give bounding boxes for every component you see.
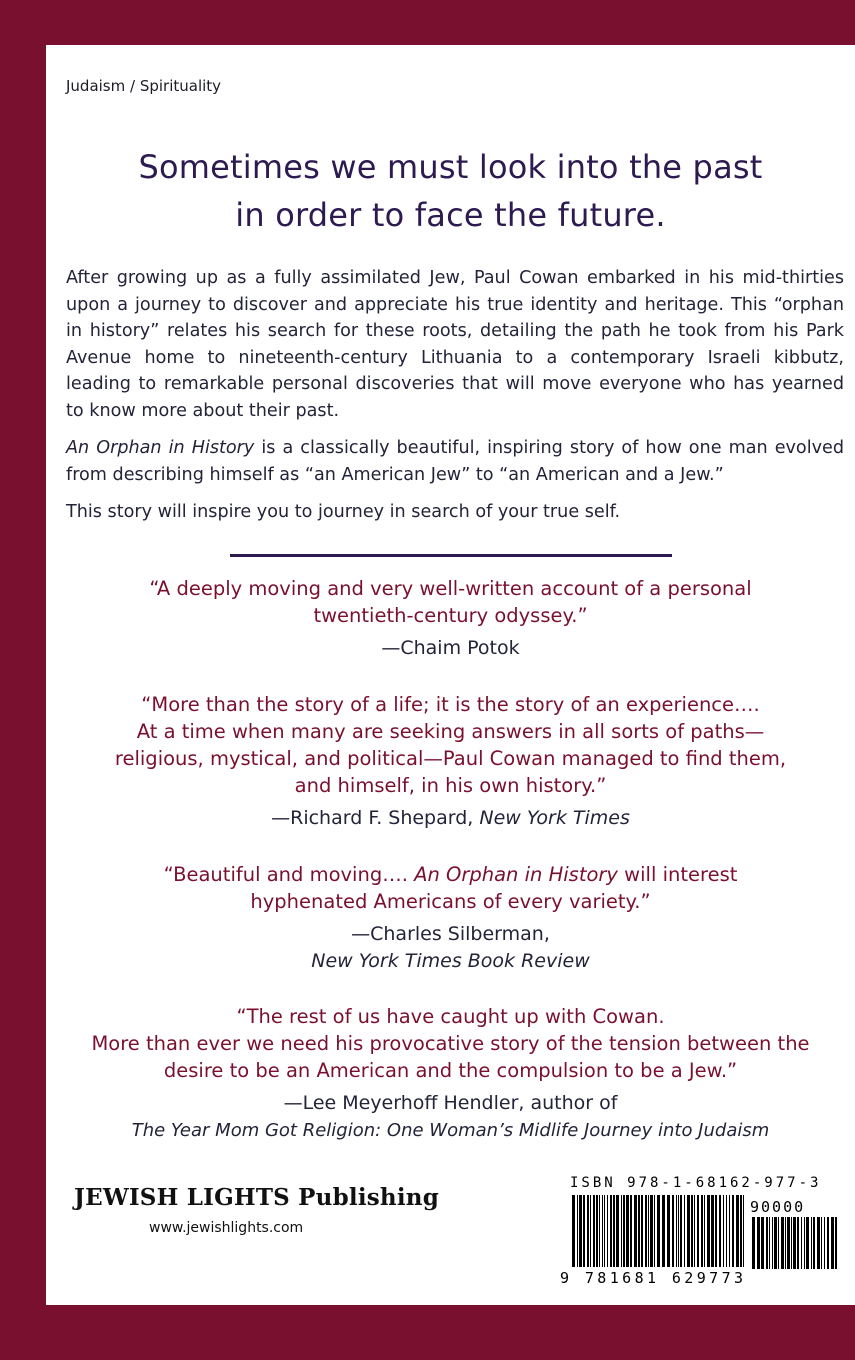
barcode-bar [676, 1195, 677, 1267]
barcode-bar [583, 1195, 585, 1267]
description-paragraph-1: After growing up as a fully assimilated Jew, Paul Cowan embarked in his mid-thirties upon a journey to discover and appreciate his true identity and heritage. This “orphan in history” relates his search for these roots, detailing the path he took from his Park Avenue home to nineteenth-century Lithuania to a contemporary Israeli kibbutz, leading to remarkable personal discoveries that will move everyone who has yearned to know more about their past. [66, 268, 844, 421]
publisher-website: www.jewishlights.com [149, 1220, 304, 1236]
barcode-bar [726, 1195, 727, 1267]
quote-attribution: —Chaim Potok [381, 637, 520, 659]
description-paragraph-2 [66, 435, 844, 488]
barcode-bar [806, 1217, 809, 1269]
quote-attribution: —Lee Meyerhoff Hendler, author of [283, 1092, 618, 1114]
quote-line-start: “Beautiful and moving…. [163, 863, 415, 886]
quote-silberman [46, 861, 855, 975]
barcode-bar [694, 1195, 695, 1267]
barcode-bar [657, 1195, 660, 1267]
barcode-bar [821, 1217, 822, 1269]
barcode-bar [604, 1195, 605, 1267]
book-description [66, 265, 844, 537]
barcode-bar [707, 1195, 710, 1267]
isbn-barcode [560, 1169, 846, 1291]
barcode-bar [634, 1195, 637, 1267]
barcode-bar [781, 1217, 784, 1269]
headline [46, 143, 855, 239]
barcode-bar [766, 1217, 768, 1269]
barcode-bar [616, 1195, 619, 1267]
isbn-label: ISBN 978-1-68162-977-3 [570, 1175, 822, 1191]
barcode-bar [811, 1217, 812, 1269]
barcode-bar [691, 1195, 693, 1267]
barcode-bar [723, 1195, 724, 1267]
barcode-bar [593, 1195, 595, 1267]
quote-line: religious, mystical, and political—Paul Cowan managed to find them, [114, 747, 787, 770]
quote-line [46, 861, 855, 888]
barcode-bar [672, 1195, 674, 1267]
barcode-bar [610, 1195, 612, 1267]
back-cover-panel [46, 45, 855, 1305]
quote-line: At a time when many are seeking answers in all sorts of paths— [136, 720, 765, 743]
barcode-bar [638, 1195, 640, 1267]
barcode-bar [757, 1217, 760, 1269]
barcode-bar [787, 1217, 790, 1269]
barcode-bar [607, 1195, 608, 1267]
attribution-name: —Richard F. Shepard, [271, 807, 480, 829]
barcode-bar [778, 1217, 779, 1269]
attribution-source: New York Times [479, 807, 630, 829]
barcode-digits: 9 781681 629773 [560, 1269, 747, 1287]
barcode-bar [590, 1195, 591, 1267]
barcode-bar [662, 1195, 665, 1267]
quote-line: twentieth-century odyssey.” [313, 604, 588, 627]
barcode-bar [704, 1195, 705, 1267]
barcode-bar [831, 1217, 834, 1269]
quote-line: desire to be an American and the compulsion to be a Jew.” [163, 1059, 738, 1082]
barcode-bar [752, 1217, 755, 1269]
barcode-bar [785, 1217, 786, 1269]
barcode-bars [560, 1195, 746, 1267]
quote-line-end: will interest [617, 863, 738, 886]
barcode-bar [678, 1195, 679, 1267]
barcode-bar [587, 1195, 589, 1267]
barcode-bar [623, 1195, 625, 1267]
barcode-bar [813, 1217, 815, 1269]
barcode-bar [835, 1217, 837, 1269]
barcode-bar [719, 1195, 721, 1267]
headline-line-1: Sometimes we must look into the past [138, 148, 763, 186]
quote-line: “A deeply moving and very well-written account of a personal [149, 577, 752, 600]
price-code: 90000 [750, 1198, 806, 1216]
barcode-bar [711, 1195, 714, 1267]
barcode-bar [602, 1195, 603, 1267]
category-label: Judaism / Spirituality [66, 77, 222, 95]
barcode-supplement-bars [750, 1217, 840, 1269]
barcode-bar [774, 1217, 777, 1269]
quote-book-title: An Orphan in History [414, 863, 618, 886]
barcode-bar [572, 1195, 575, 1267]
barcode-bar [645, 1195, 647, 1267]
barcode-bar [732, 1195, 734, 1267]
quote-attribution-source: New York Times Book Review [311, 950, 590, 972]
barcode-bar [687, 1195, 690, 1267]
description-paragraph-3: This story will inspire you to journey in search of your true self. [66, 502, 621, 522]
publisher-logo: JEWISH LIGHTS Publishing [74, 1184, 439, 1211]
barcode-bar [797, 1217, 799, 1269]
barcode-bar [654, 1195, 655, 1267]
quote-line: hyphenated Americans of every variety.” [250, 890, 651, 913]
quote-attribution: —Charles Silberman, [351, 923, 550, 945]
barcode-bar [680, 1195, 682, 1267]
barcode-bar [715, 1195, 717, 1267]
quote-line: and himself, in his own history.” [294, 774, 607, 797]
barcode-bar [621, 1195, 622, 1267]
barcode-bar [599, 1195, 600, 1267]
barcode-bar [579, 1195, 582, 1267]
barcode-bar [827, 1217, 829, 1269]
barcode-bar [626, 1195, 629, 1267]
barcode-bar [684, 1195, 685, 1267]
barcode-bar [577, 1195, 578, 1267]
barcode-bar [650, 1195, 653, 1267]
barcode-bar [648, 1195, 649, 1267]
barcode-bar [596, 1195, 598, 1267]
barcode-bar [761, 1217, 764, 1269]
barcode-bar [801, 1217, 802, 1269]
description-paragraph-2-text: is a classically beautiful, inspiring story of how one man evolved from describing himself as “an American Jew” to “an American and a Jew.” [66, 438, 844, 485]
barcode-bar [793, 1217, 796, 1269]
quote-line: More than ever we need his provocative story of the tension between the [91, 1032, 810, 1055]
barcode-bar [630, 1195, 632, 1267]
barcode-bar [824, 1217, 825, 1269]
headline-line-2: in order to face the future. [235, 196, 666, 234]
quote-potok [46, 575, 855, 662]
quote-line: “The rest of us have caught up with Cowan. [236, 1005, 665, 1028]
section-divider [230, 554, 672, 557]
barcode-bar [667, 1195, 670, 1267]
barcode-bar [729, 1195, 730, 1267]
barcode-bar [641, 1195, 643, 1267]
barcode-bar [817, 1217, 820, 1269]
quote-line: “More than the story of a life; it is the story of an experience…. [141, 693, 760, 716]
barcode-bar [791, 1217, 792, 1269]
barcode-bar [613, 1195, 615, 1267]
barcode-bar [736, 1195, 739, 1267]
barcode-bar [701, 1195, 703, 1267]
barcode-bar [740, 1195, 742, 1267]
quote-hendler [46, 1003, 855, 1144]
quote-attribution [46, 805, 855, 832]
barcode-bar [804, 1217, 805, 1269]
barcode-bar [743, 1195, 744, 1267]
barcode-bar [769, 1217, 770, 1269]
quote-shepard [46, 691, 855, 832]
book-title-italic: An Orphan in History [66, 438, 255, 458]
barcode-bar [697, 1195, 699, 1267]
quote-attribution-source: The Year Mom Got Religion: One Woman’s Midlife Journey into Judaism [131, 1120, 770, 1141]
barcode-bar [772, 1217, 773, 1269]
